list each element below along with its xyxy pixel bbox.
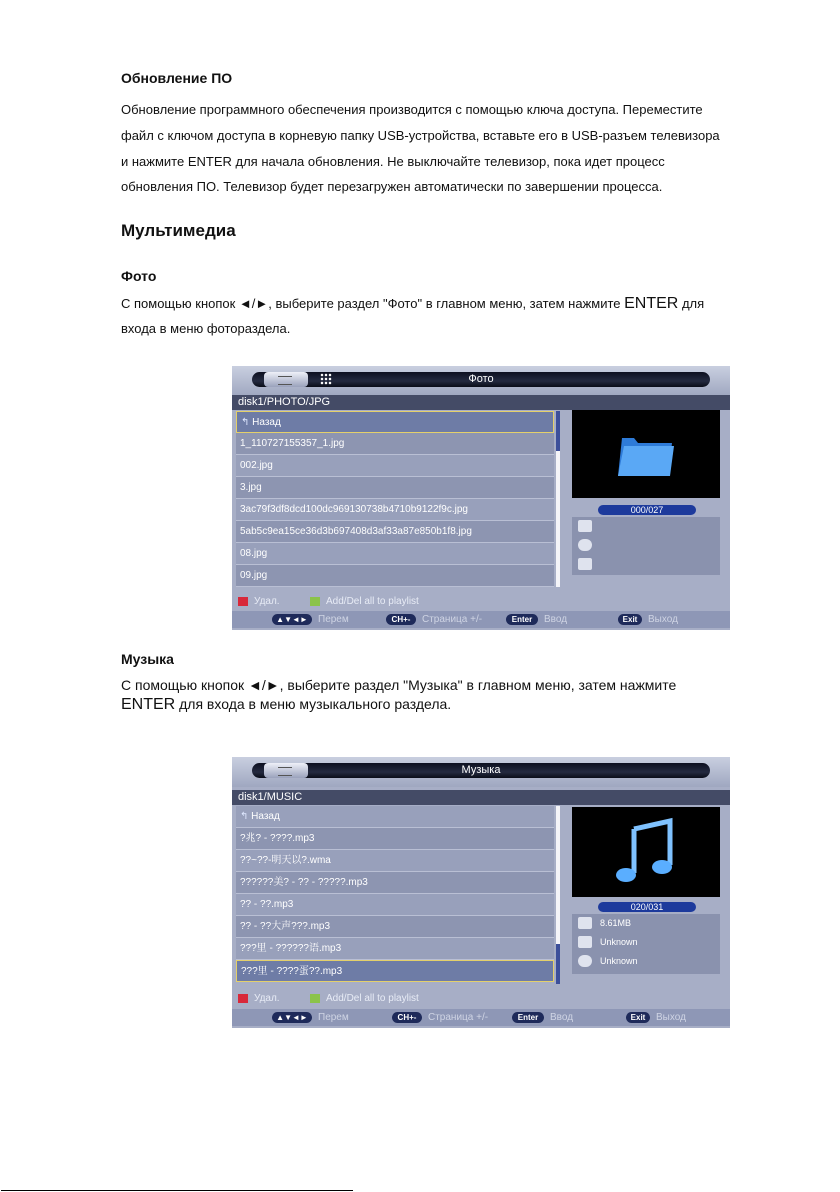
ch-label: Страница +/- bbox=[422, 614, 483, 625]
ch-key: CH+- bbox=[392, 1012, 422, 1023]
music-heading: Музыка bbox=[121, 651, 174, 667]
list-item[interactable]: ?兆? - ????.mp3 bbox=[236, 828, 554, 850]
info-size bbox=[572, 517, 720, 536]
nav-key: ▲▼◄► bbox=[272, 614, 312, 625]
photo-line-1-end: для bbox=[678, 296, 705, 311]
list-item[interactable]: 08.jpg bbox=[236, 543, 554, 565]
legend-add: Add/Del all to playlist bbox=[310, 993, 419, 1004]
nav-key: ▲▼◄► bbox=[272, 1012, 312, 1023]
top-bar bbox=[232, 366, 730, 396]
preview-pane bbox=[572, 410, 720, 498]
music-line-2 bbox=[121, 697, 451, 713]
back-icon: ↰ bbox=[241, 417, 250, 428]
exit-label: Выход bbox=[648, 614, 678, 625]
multimedia-heading: Мультимедиа bbox=[121, 221, 236, 240]
photo-heading: Фото bbox=[121, 268, 157, 284]
enter-label: Ввод bbox=[550, 1012, 574, 1023]
footer-rule bbox=[1, 1190, 353, 1191]
photo-screen bbox=[232, 366, 730, 630]
red-key-icon bbox=[238, 994, 248, 1003]
photo-line-1-text: С помощью кнопок ◄/►, выберите раздел "Фото" в главном меню, затем нажмите bbox=[121, 296, 625, 311]
info-camera bbox=[572, 536, 720, 555]
nav-label: Перем bbox=[318, 614, 349, 625]
back-icon: ↰ bbox=[240, 811, 249, 822]
photo-enter-word: ENTER bbox=[624, 295, 679, 312]
photo-line-1 bbox=[121, 296, 704, 312]
nav-label: Перем bbox=[318, 1012, 349, 1023]
music-line-2-text: для входа в меню музыкального раздела. bbox=[175, 696, 452, 712]
file-counter: 000/027 bbox=[598, 505, 696, 515]
hint-bar bbox=[232, 611, 730, 628]
legend-add: Add/Del all to playlist bbox=[310, 596, 419, 607]
info-album: Unknown bbox=[572, 952, 720, 971]
scroll-thumb[interactable] bbox=[556, 411, 560, 451]
file-list bbox=[236, 411, 554, 587]
music-screen bbox=[232, 757, 730, 1028]
info-panel bbox=[572, 914, 720, 974]
update-line-1: Обновление программного обеспечения производится с помощью ключа доступа. Переместите bbox=[121, 102, 703, 117]
enter-key: Enter bbox=[512, 1012, 544, 1023]
exit-key: Exit bbox=[618, 614, 642, 625]
list-item-label: Назад bbox=[251, 811, 280, 822]
scroll-thumb[interactable] bbox=[556, 944, 560, 984]
scrollbar[interactable] bbox=[556, 806, 560, 984]
path-bar: disk1/MUSIC bbox=[232, 790, 730, 805]
music-enter-word: ENTER bbox=[121, 696, 176, 713]
file-counter: 020/031 bbox=[598, 902, 696, 912]
list-item[interactable]: ??~??-明天以?.wma bbox=[236, 850, 554, 872]
list-item-selected[interactable]: ???里 - ????蛋??.mp3 bbox=[236, 960, 554, 982]
list-item[interactable]: ??????美? - ?? - ?????.mp3 bbox=[236, 872, 554, 894]
size-icon bbox=[578, 520, 592, 532]
list-item[interactable]: ?? - ??.mp3 bbox=[236, 894, 554, 916]
list-item[interactable]: 5ab5c9ea15ce36d3b697408d3af33a87e850b1f8.jpg bbox=[236, 521, 554, 543]
update-line-2: файл с ключом доступа в корневую папку USB-устройства, вставьте его в USB-разъем телевизора bbox=[121, 128, 720, 143]
preview-pane bbox=[572, 807, 720, 897]
music-note-icon bbox=[572, 807, 720, 897]
green-key-icon bbox=[310, 597, 320, 606]
list-item[interactable]: 3.jpg bbox=[236, 477, 554, 499]
info-artist: Unknown bbox=[572, 933, 720, 952]
list-item[interactable]: 1_110727155357_1.jpg bbox=[236, 433, 554, 455]
music-line-1: С помощью кнопок ◄/►, выберите раздел "Музыка" в главном меню, затем нажмите bbox=[121, 677, 677, 693]
info-resolution bbox=[572, 555, 720, 574]
screen-title: Музыка bbox=[461, 764, 501, 776]
green-key-icon bbox=[310, 994, 320, 1003]
legend-delete: Удал. bbox=[238, 993, 280, 1004]
folder-icon bbox=[572, 410, 720, 498]
ch-label: Страница +/- bbox=[428, 1012, 489, 1023]
red-key-icon bbox=[238, 597, 248, 606]
info-size: 8.61MB bbox=[572, 914, 720, 933]
ch-key: CH+- bbox=[386, 614, 416, 625]
exit-label: Выход bbox=[656, 1012, 686, 1023]
album-icon bbox=[578, 955, 592, 967]
size-icon bbox=[578, 917, 592, 929]
legend-delete: Удал. bbox=[238, 596, 280, 607]
enter-key: Enter bbox=[506, 614, 538, 625]
list-item[interactable]: 09.jpg bbox=[236, 565, 554, 587]
update-line-4: обновления ПО. Телевизор будет перезагружен автоматически по завершении процесса. bbox=[121, 179, 663, 194]
photo-line-2: входа в меню фотораздела. bbox=[121, 321, 291, 336]
screen-title: Фото bbox=[468, 373, 494, 385]
exit-key: Exit bbox=[626, 1012, 650, 1023]
enter-label: Ввод bbox=[544, 614, 568, 625]
list-item-label: Назад bbox=[252, 417, 281, 428]
update-line-3: и нажмите ENTER для начала обновления. Не выключайте телевизор, пока идет процесс bbox=[121, 154, 665, 169]
path-bar: disk1/PHOTO/JPG bbox=[232, 395, 730, 410]
list-item[interactable]: ?? - ??大声???.mp3 bbox=[236, 916, 554, 938]
legend-bar bbox=[232, 594, 730, 608]
file-list bbox=[236, 806, 554, 982]
artist-icon bbox=[578, 936, 592, 948]
info-panel bbox=[572, 517, 720, 575]
hint-bar bbox=[232, 1009, 730, 1026]
scrollbar[interactable] bbox=[556, 411, 560, 587]
resolution-icon bbox=[578, 558, 592, 570]
list-item[interactable]: 3ac79f3df8dcd100dc969130738b4710b9122f9c.jpg bbox=[236, 499, 554, 521]
update-heading: Обновление ПО bbox=[121, 70, 233, 86]
legend-bar bbox=[232, 991, 730, 1005]
top-bar bbox=[232, 757, 730, 787]
list-item[interactable]: 002.jpg bbox=[236, 455, 554, 477]
camera-icon bbox=[578, 539, 592, 551]
list-item-back[interactable] bbox=[236, 806, 554, 828]
list-item[interactable]: ???里 - ??????语.mp3 bbox=[236, 938, 554, 960]
list-item-back[interactable] bbox=[236, 411, 554, 433]
